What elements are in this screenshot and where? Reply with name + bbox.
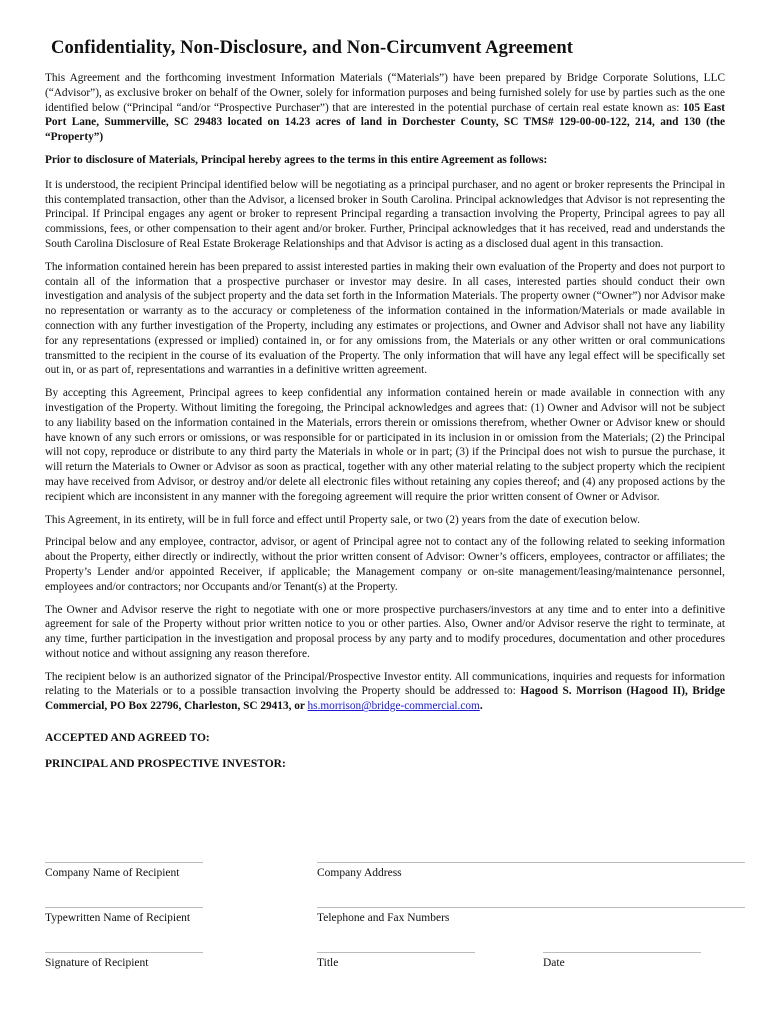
title-label: Title xyxy=(317,957,339,969)
phone-fax-line[interactable] xyxy=(317,907,745,908)
paragraph-confidentiality: By accepting this Agreement, Principal agrees to keep confidential any information contained herein or made available in connection with any investigation of the Property. Without limiting the foregoing, the Principal acknowledges and agrees that: (1) Owner and Advisor will not be subject to any liability based on the information contained in the Materials, errors therein or omissions therefrom, whether Owner or Advisor knew or should have known of any such errors or omissions, or was responsible for or participated in its inclusion in or omission from the Materials; (2) the Principal will not copy, reproduce or distribute to any third party the Materials in whole or in part; (3) if the Principal does not wish to pursue the purchase, it will return the Materials to Owner or Advisor as soon as practical, together with any other material relating to the subject property which the recipient may have received from Advisor, or destroy and/or delete all electronic files without retaining any copies thereof; and (4) any proposed actions by the recipient which are inconsistent in any manner with the foregoing agreement will require the prior written consent of Owner or Advisor. xyxy=(45,387,725,503)
document-title: Confidentiality, Non-Disclosure, and Non-Circumvent Agreement xyxy=(51,38,574,58)
typewritten-name-line[interactable] xyxy=(45,907,203,908)
signature-line[interactable] xyxy=(45,952,203,953)
prior-statement: Prior to disclosure of Materials, Principal hereby agrees to the terms in this entire Agreement as follows: xyxy=(45,153,548,166)
paragraph-reservation: The Owner and Advisor reserve the right to negotiate with one or more prospective purchasers/investors at any time and to enter into a definitive agreement for sale of the Property without prior written notice to you or other parties. Also, Owner and/or Advisor reserve the right to terminate, at any time, further participation in the investigation and proposal process by any party and to modify procedures, documentation and other procedures without notice and without assigning any reason therefore. xyxy=(45,603,725,660)
intro-paragraph xyxy=(45,71,725,145)
title-line[interactable] xyxy=(317,952,475,953)
paragraph-disclaimer: The information contained herein has been prepared to assist interested parties in making their own evaluation of the Property and does not purport to contain all of the information that a prospective purchaser or investor may desire. In all cases, interested parties should conduct their own investigation and analysis of the subject property and the data set forth in the Information Materials. The property owner (“Owner”) nor Advisor make no representation or warranty as to the accuracy or completeness of the information contained in the information/Materials or made available in connection with any further investigation of the Property, including any estimates or projections, and Owner and Advisor shall not have any liability for any representations (expressed or implied) contained in, or for any omissions from, the Materials or any other written or oral communications transmitted to the recipient in the course of its evaluation of the Property. The only information that will have any legal effect will be specifically set out in, or as part of, representations and warranties in a definitive written agreement. xyxy=(45,260,725,377)
contact-addressee: Hagood S. Morrison (Hagood II), Bridge Commercial, PO Box 22796, Charleston, SC 29413, or xyxy=(45,685,725,713)
paragraph-term: This Agreement, in its entirety, will be in full force and effect until Property sale, or two (2) years from the date of execution below. xyxy=(45,513,640,526)
paragraph-non-circumvent: Principal below and any employee, contractor, advisor, or agent of Principal agree not to contact any of the following related to seeking information about the Property, either directly or indirectly, without the prior written consent of Advisor: Owner’s officers, employees, contractor or affiliates; the Property’s Lender and/or appointed Receiver, if applicable; the Management company or on-site management/leasing/maintenance personnel, employees and/or contractors; nor Occupants and/or Tenant(s) at the Property. xyxy=(45,536,725,593)
date-label: Date xyxy=(543,957,565,969)
date-line[interactable] xyxy=(543,952,701,953)
company-name-label: Company Name of Recipient xyxy=(45,867,180,879)
contact-email-link[interactable]: hs.morrison@bridge-commercial.com xyxy=(307,700,480,713)
accepted-heading: ACCEPTED AND AGREED TO: xyxy=(45,732,210,745)
typewritten-name-label: Typewritten Name of Recipient xyxy=(45,912,191,924)
intro-text: This Agreement and the forthcoming investment Information Materials (“Materials”) have been prepared by Bridge Corporate Solutions, LLC (“Advisor”), as exclusive broker on behalf of the Owner, solely for information purposes and being furnished solely for use by parties such as the one identified below (“Principal “and/or “Prospective Purchaser”) that are interested in the potential purchase of certain real estate known as: xyxy=(45,72,725,114)
property-description: 105 East Port Lane, Summerville, SC 29483 located on 14.23 acres of land in Dorchester County, SC TMS# 129-00-00-122, 214, and 130 (the “Property”) xyxy=(45,101,725,144)
principal-heading: PRINCIPAL AND PROSPECTIVE INVESTOR: xyxy=(45,758,286,771)
company-name-line[interactable] xyxy=(45,862,203,863)
agreement-document xyxy=(45,38,725,770)
company-address-line[interactable] xyxy=(317,862,745,863)
paragraph-representation: It is understood, the recipient Principal identified below will be negotiating as a principal purchaser, and no agent or broker represents the Principal in this contemplated transaction, other than the Advisor, a licensed broker in South Carolina. Principal acknowledges that Advisor is not representing the Principal. If Principal engages any agent or broker to represent Principal regarding a transaction involving the Property, Principal agrees to pay all commissions, fees, or other compensation to their agent and/or broker. Further, Principal acknowledges that it has received, read and understands the South Carolina Disclosure of Real Estate Brokerage Relationships and that Advisor is acting as a disclosed dual agent in this transaction. xyxy=(45,178,725,250)
signature-label: Signature of Recipient xyxy=(45,957,149,969)
contact-paragraph: The recipient below is an authorized signator of the Principal/Prospective Investor entity. All communications, inquiries and requests for information relating to the Materials or to a possible transaction involving the Property should be addressed to: Hagood S. Morrison (Hagood II), Bridge Commercial, PO Box 22796, Charleston, SC 29413, or hs.morrison@bridge-commercial.com. xyxy=(45,670,725,713)
phone-fax-label: Telephone and Fax Numbers xyxy=(317,912,450,924)
company-address-label: Company Address xyxy=(317,867,402,879)
